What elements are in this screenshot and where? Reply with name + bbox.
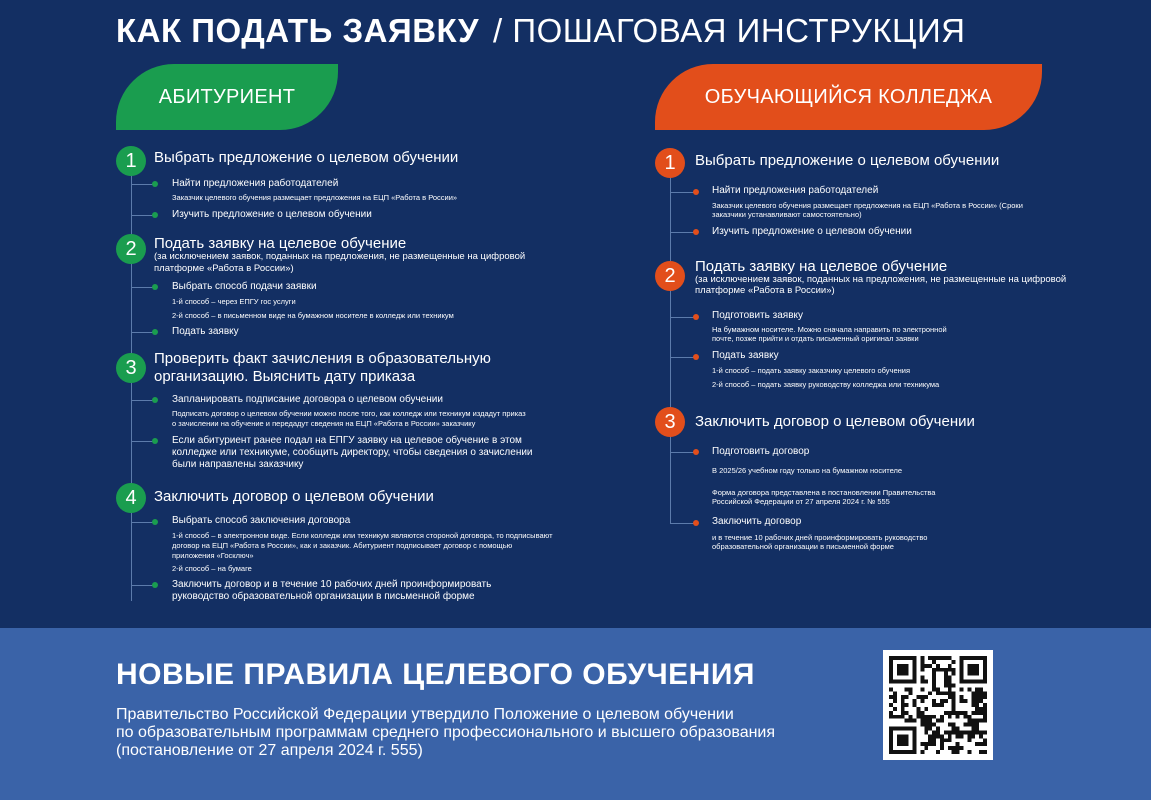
step-3-number: 3 bbox=[116, 353, 146, 383]
step-2-number: 2 bbox=[116, 234, 146, 264]
connector bbox=[131, 287, 153, 288]
footer-banner bbox=[0, 628, 1151, 800]
step-3-item-2-note-1: и в течение 10 рабочих дней проинформировать руководство bbox=[712, 533, 928, 542]
step-1-number: 1 bbox=[116, 146, 146, 176]
applicant-steps bbox=[116, 146, 616, 606]
step-4-item-1-note-2: договор на ЕЦП «Работа в России», как и заказчик. Абитуриент подписывает договор с помощью bbox=[172, 541, 513, 550]
step-2-note-1: (за исключением заявок, поданных на предложения, не размещенные на цифровой bbox=[154, 251, 526, 262]
connector bbox=[131, 184, 153, 185]
step-2-title: Подать заявку на целевое обучение bbox=[695, 258, 948, 275]
connector bbox=[670, 452, 694, 453]
connector bbox=[670, 523, 694, 524]
connector bbox=[131, 400, 153, 401]
bullet-dot bbox=[152, 212, 158, 218]
bullet-dot bbox=[152, 397, 158, 403]
connector bbox=[131, 585, 153, 586]
step-2-item-1-title: Выбрать способ подачи заявки bbox=[172, 281, 317, 292]
bullet-dot bbox=[152, 519, 158, 525]
step-1-item-1-title: Найти предложения работодателей bbox=[172, 178, 339, 189]
step-2-item-2-note-1: 1-й способ – подать заявку заказчику целевого обучения bbox=[712, 366, 911, 375]
connector bbox=[131, 522, 153, 523]
connector bbox=[670, 357, 694, 358]
step-2-note-1: (за исключением заявок, поданных на предложения, не размещенные на цифровой bbox=[695, 274, 1067, 285]
step-3-item-1-note-1: Подписать договор о целевом обучении можно после того, как колледж или техникум издадут приказ bbox=[172, 409, 526, 418]
applicant-header: АБИТУРИЕНТ bbox=[116, 64, 338, 130]
step-2-note-2: платформе «Работа в России») bbox=[695, 285, 835, 296]
step-3-number: 3 bbox=[655, 407, 685, 437]
step-3-item-1-note-2: Форма договора представлена в постановлении Правительства bbox=[712, 488, 936, 497]
step-4-item-1-note-4: 2-й способ – на бумаге bbox=[172, 564, 252, 573]
step-1-item-1-note-2: заказчики устанавливают самостоятельно) bbox=[712, 210, 862, 219]
step-3-item-2-line-2: колледже или техникуме, сообщить директору, чтобы сведения о зачислении bbox=[172, 447, 533, 458]
step-2-number: 2 bbox=[655, 261, 685, 291]
step-3-item-2-line-3: были направлены заказчику bbox=[172, 459, 304, 470]
step-2-item-2-note-2: 2-й способ – подать заявку руководству колледжа или техникума bbox=[712, 380, 940, 389]
qr-code-icon[interactable] bbox=[883, 650, 993, 760]
bullet-dot bbox=[152, 284, 158, 290]
step-4-item-1-note-3: приложения «Госключ» bbox=[172, 551, 254, 560]
step-4-item-1-title: Выбрать способ заключения договора bbox=[172, 515, 351, 526]
bullet-dot bbox=[152, 582, 158, 588]
step-4-number: 4 bbox=[116, 483, 146, 513]
timeline-line bbox=[670, 163, 671, 523]
college-student-header: ОБУЧАЮЩИЙСЯ КОЛЛЕДЖА bbox=[655, 64, 1042, 130]
bullet-dot bbox=[152, 181, 158, 187]
step-2-note-2: платформе «Работа в России») bbox=[154, 263, 294, 274]
connector bbox=[670, 232, 694, 233]
step-2-item-2-title: Подать заявку bbox=[172, 326, 239, 337]
step-1-item-1-note-1: Заказчик целевого обучения размещает предложения на ЕЦП «Работа в России» (Сроки bbox=[712, 201, 1023, 210]
bullet-dot bbox=[152, 438, 158, 444]
step-4-item-2-line-1: Заключить договор и в течение 10 рабочих дней проинформировать bbox=[172, 579, 492, 590]
step-3-item-2-line-1: Если абитуриент ранее подал на ЕПГУ заявку на целевое обучение в этом bbox=[172, 435, 522, 446]
page-title-bold: КАК ПОДАТЬ ЗАЯВКУ bbox=[116, 12, 480, 49]
step-1-number: 1 bbox=[655, 148, 685, 178]
bullet-dot bbox=[693, 314, 699, 320]
step-3-title-line-1: Проверить факт зачисления в образовательную bbox=[154, 350, 491, 367]
qr-code-graphic bbox=[889, 656, 987, 754]
page-title bbox=[116, 12, 966, 50]
step-3-item-1-title: Подготовить договор bbox=[712, 446, 810, 457]
step-1-item-2-title: Изучить предложение о целевом обучении bbox=[712, 226, 912, 237]
bullet-dot bbox=[693, 449, 699, 455]
step-4-item-1-note-1: 1-й способ – в электронном виде. Если колледж или техникум являются стороной договора, то подписывают bbox=[172, 531, 553, 540]
step-1-title: Выбрать предложение о целевом обучении bbox=[695, 152, 1000, 169]
step-2-item-1-title: Подготовить заявку bbox=[712, 310, 803, 321]
step-2-item-1-note-2: 2-й способ – в письменном виде на бумажном носителе в колледж или техникум bbox=[172, 311, 454, 320]
step-2-item-1-note-1: 1-й способ – через ЕПГУ гос услуги bbox=[172, 297, 296, 306]
step-3-item-1-note-2: о зачислении на обучение и передадут сведения на ЕЦП «Работа в России» заказчику bbox=[172, 419, 476, 428]
step-3-item-1-title: Запланировать подписание договора о целевом обучении bbox=[172, 394, 443, 405]
connector bbox=[670, 317, 694, 318]
step-3-item-2-note-2: образовательной организации в письменной форме bbox=[712, 542, 894, 551]
footer-text-line-1: Правительство Российской Федерации утвердило Положение о целевом обучении bbox=[116, 706, 734, 723]
step-4-title: Заключить договор о целевом обучении bbox=[154, 488, 434, 505]
step-3-item-2-title: Заключить договор bbox=[712, 516, 802, 527]
step-1-item-2-title: Изучить предложение о целевом обучении bbox=[172, 209, 372, 220]
step-2-item-1-note-1: На бумажном носителе. Можно сначала направить по электронной bbox=[712, 325, 947, 334]
step-2-title: Подать заявку на целевое обучение bbox=[154, 235, 407, 252]
step-2-item-1-note-2: почте, позже прийти и отдать письменный оригинал заявки bbox=[712, 334, 919, 343]
step-3-title-line-2: организацию. Выяснить дату приказа bbox=[154, 368, 416, 385]
footer-title: НОВЫЕ ПРАВИЛА ЦЕЛЕВОГО ОБУЧЕНИЯ bbox=[116, 658, 755, 691]
bullet-dot bbox=[693, 229, 699, 235]
footer-text-line-3: (постановление от 27 апреля 2024 г. 555) bbox=[116, 742, 423, 759]
step-3-item-1-note-1: В 2025/26 учебном году только на бумажном носителе bbox=[712, 466, 903, 475]
connector bbox=[131, 215, 153, 216]
step-1-title: Выбрать предложение о целевом обучении bbox=[154, 149, 459, 166]
connector bbox=[670, 192, 694, 193]
step-3-item-1-note-3: Российской Федерации от 27 апреля 2024 г. № 555 bbox=[712, 497, 890, 506]
step-1-item-1-title: Найти предложения работодателей bbox=[712, 185, 879, 196]
connector bbox=[131, 441, 153, 442]
step-2-item-2-title: Подать заявку bbox=[712, 350, 779, 361]
bullet-dot bbox=[693, 520, 699, 526]
college-student-steps bbox=[655, 148, 1075, 551]
bullet-dot bbox=[693, 189, 699, 195]
bullet-dot bbox=[693, 354, 699, 360]
footer-text-line-2: по образовательным программам среднего профессионального и высшего образования bbox=[116, 724, 776, 741]
connector bbox=[131, 332, 153, 333]
step-4-item-2-line-2: руководство образовательной организации в письменной форме bbox=[172, 591, 475, 602]
step-3-title: Заключить договор о целевом обучении bbox=[695, 413, 975, 430]
step-1-item-1-note: Заказчик целевого обучения размещает предложения на ЕЦП «Работа в России» bbox=[172, 193, 458, 202]
page-title-subtitle: / ПОШАГОВАЯ ИНСТРУКЦИЯ bbox=[493, 12, 966, 49]
bullet-dot bbox=[152, 329, 158, 335]
